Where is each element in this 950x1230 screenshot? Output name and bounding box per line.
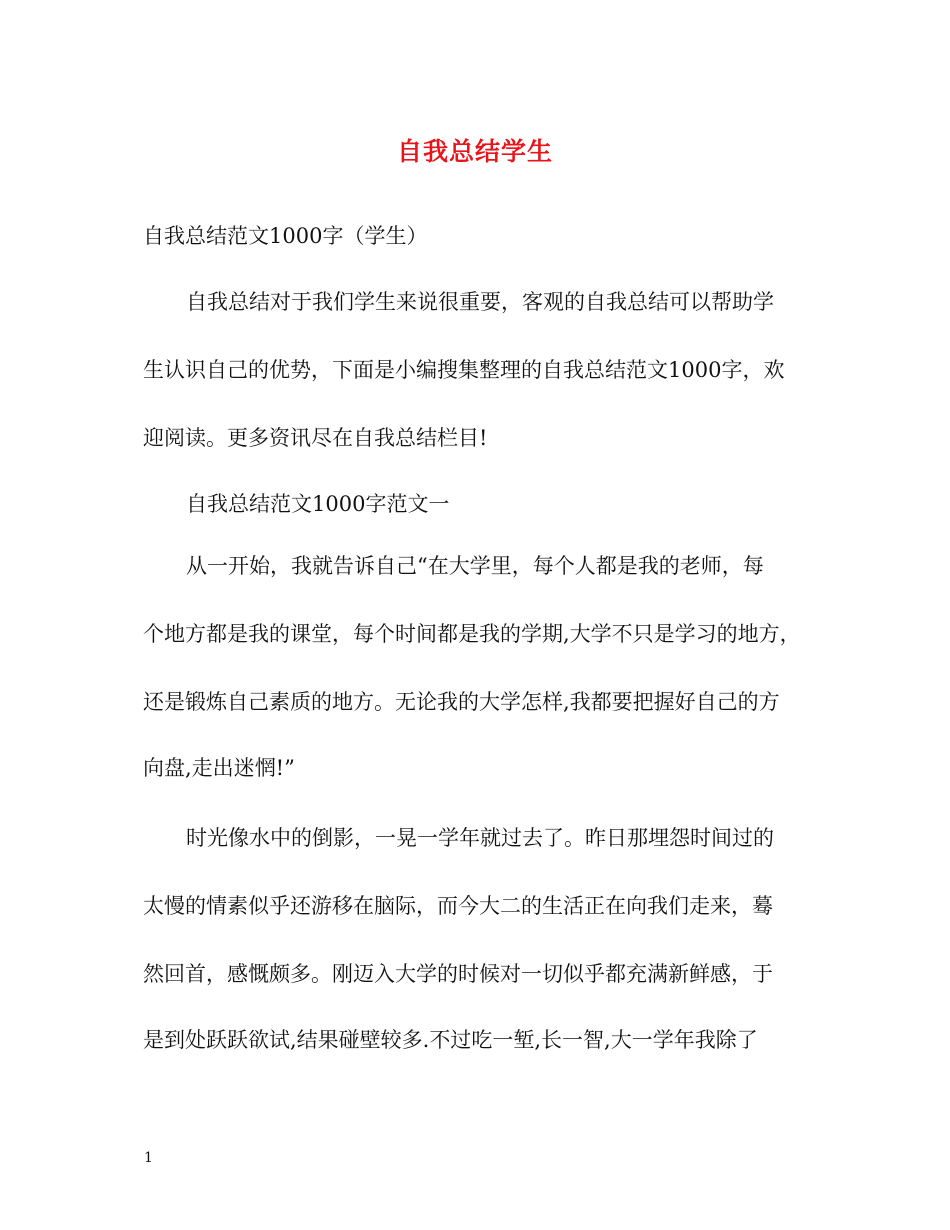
page-number: 1 bbox=[144, 1150, 153, 1166]
paragraph-line: 迎阅读。更多资讯尽在自我总结栏目! bbox=[143, 426, 488, 450]
paragraph-line: 然回首，感慨颇多。刚迈入大学的时候对一切似乎都充满新鲜感，于 bbox=[143, 962, 773, 986]
document-title: 自我总结学生 bbox=[396, 137, 553, 166]
paragraph-line: 时光像水中的倒影，一晃一学年就过去了。昨日那埋怨时间过的 bbox=[186, 826, 774, 850]
paragraph-line: 向盘,走出迷惘!” bbox=[143, 756, 295, 780]
section-heading-line: 自我总结范文1000字范文一 bbox=[186, 492, 450, 516]
paragraph-line: 个地方都是我的课堂，每个时间都是我的学期,大学不只是学习的地方， bbox=[143, 622, 801, 646]
paragraph-line: 自我总结对于我们学生来说很重要，客观的自我总结可以帮助学 bbox=[186, 290, 774, 314]
paragraph-line: 生认识自己的优势，下面是小编搜集整理的自我总结范文1000字，欢 bbox=[143, 358, 785, 382]
paragraph-line: 太慢的情素似乎还游移在脑际，而今大二的生活正在向我们走来，蓦 bbox=[143, 894, 773, 918]
subtitle-line: 自我总结范文1000字（学生） bbox=[143, 224, 428, 248]
paragraph-line: 还是锻炼自己素质的地方。无论我的大学怎样,我都要把握好自己的方 bbox=[143, 690, 780, 714]
paragraph-line: 从一开始，我就告诉自己“在大学里，每个人都是我的老师，每 bbox=[186, 554, 764, 578]
paragraph-line: 是到处跃跃欲试,结果碰壁较多.不过吃一堑,长一智,大一学年我除了 bbox=[143, 1028, 758, 1052]
